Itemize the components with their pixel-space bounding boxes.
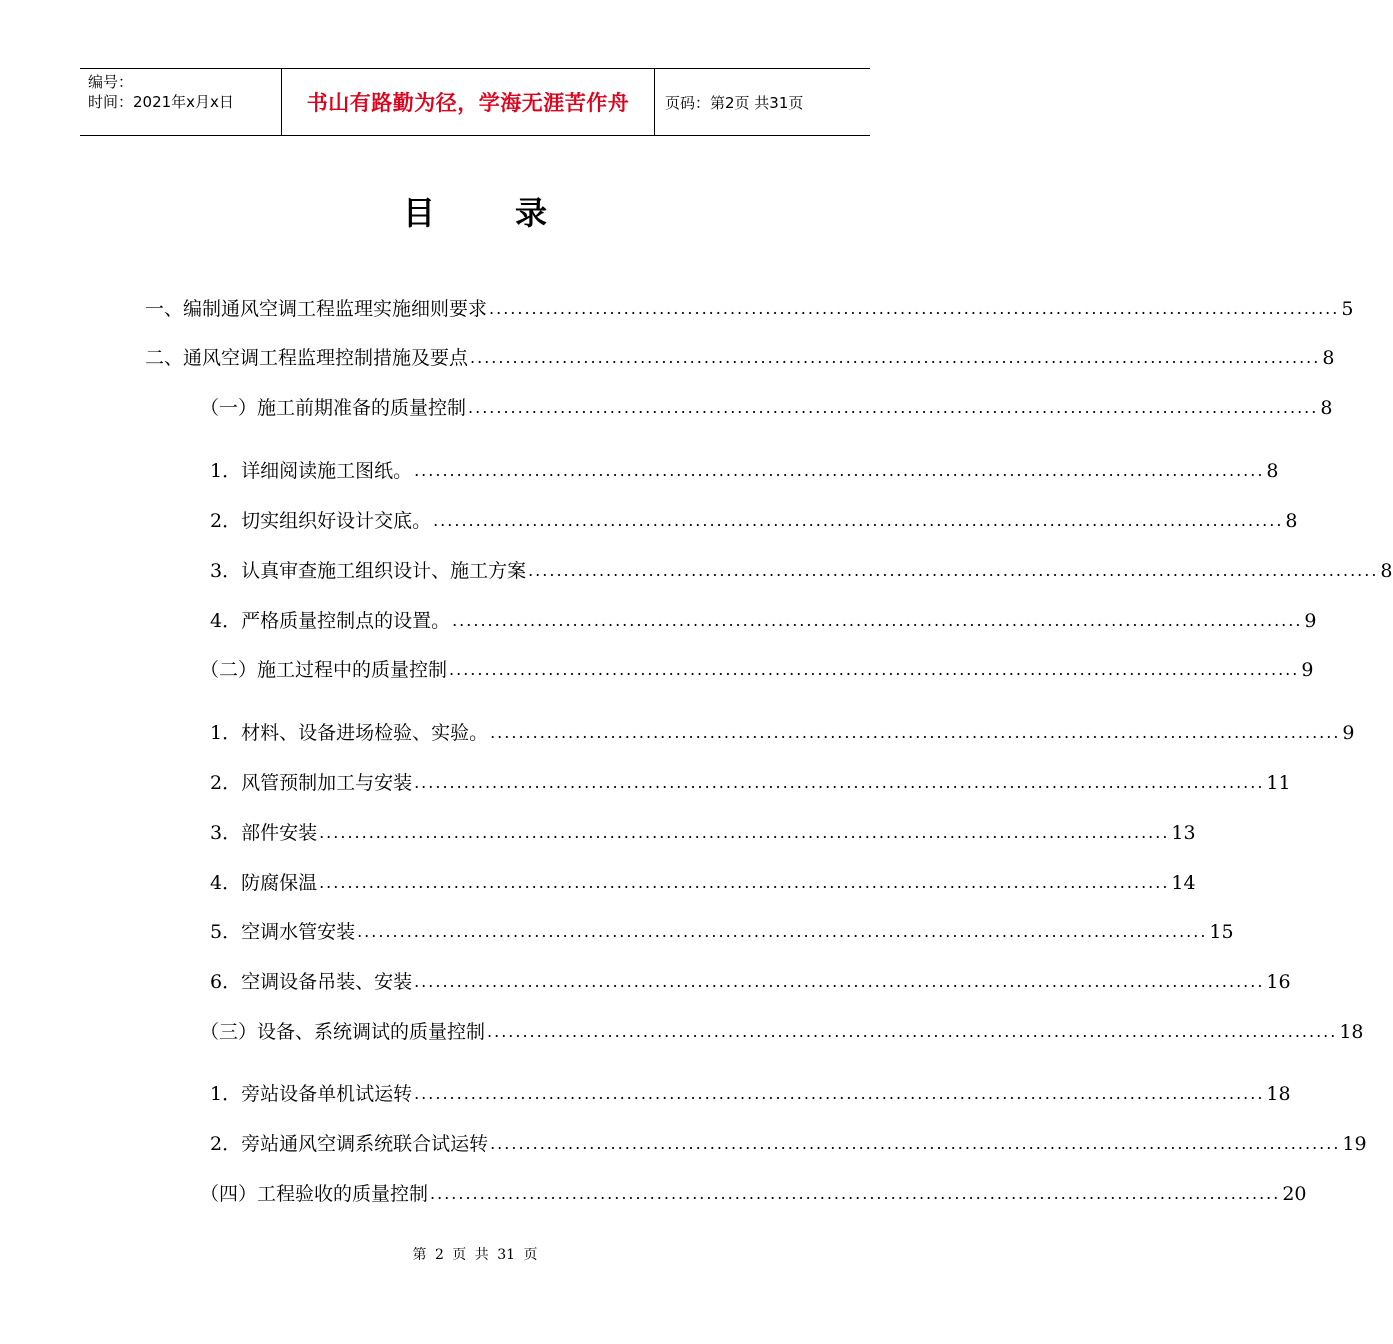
toc-leader-dots: ........................................................................................................................ [430,1184,1281,1203]
toc-leader-dots: ........................................................................................................................ [414,773,1265,792]
toc-leader-dots: ........................................................................................................................ [414,1084,1265,1103]
toc-entry-page: 8 [1320,397,1333,419]
toc-entry-page: 8 [1266,460,1279,482]
toc-entry-label: （二）施工过程中的质量控制 [200,659,448,681]
toc-leader-dots: ........................................................................................................................ [414,972,1265,991]
toc-leader-dots: ........................................................................................................................ [319,823,1170,842]
header-meta [80,69,281,135]
toc-entry[interactable] [210,1131,1367,1157]
toc-entry[interactable] [145,296,1354,322]
document-number-label: 编号： [88,73,134,91]
toc-entry-label: （一）施工前期准备的质量控制 [200,397,467,419]
header-page-info: 页码：第2页 共31页 [665,93,804,112]
toc-entry[interactable] [200,1181,1307,1207]
toc-entry-page: 8 [1285,510,1298,532]
toc-entry-label: 2．风管预制加工与安装 [210,772,413,794]
toc-entry-page: 8 [1322,347,1335,369]
toc-entry[interactable] [210,720,1355,746]
toc-leader-dots: ........................................................................................................................ [470,348,1321,367]
toc-entry-page: 9 [1304,610,1317,632]
toc-entry-page: 16 [1266,971,1291,993]
toc-entry-label: （四）工程验收的质量控制 [200,1183,429,1205]
toc-entry[interactable] [210,820,1196,846]
toc-entry-label: 二、通风空调工程监理控制措施及要点 [145,347,469,369]
header-motto: 书山有路勤为径，学海无涯苦作舟 [281,69,655,135]
toc-entry[interactable] [210,608,1317,634]
toc-entry-label: 3．部件安装 [210,822,318,844]
page-header [80,68,870,136]
toc-leader-dots: ........................................................................................................................ [490,723,1341,742]
toc-entry-label: 2．切实组织好设计交底。 [210,510,432,532]
toc-leader-dots: ........................................................................................................................ [433,511,1284,530]
toc-entry[interactable] [210,770,1291,796]
toc-entry-label: （三）设备、系统调试的质量控制 [200,1021,486,1043]
toc-entry-page: 18 [1266,1083,1291,1105]
toc-entry[interactable] [200,1019,1364,1045]
toc-leader-dots: ........................................................................................................................ [489,299,1340,318]
toc-entry[interactable] [210,508,1298,534]
toc-entry-page: 5 [1341,298,1354,320]
toc-entry-page: 11 [1266,772,1291,794]
toc-leader-dots: ........................................................................................................................ [357,922,1208,941]
document-time-label: 时间：2021年x月x日 [88,93,234,111]
page-title: 目录 [402,194,627,232]
toc-leader-dots: ........................................................................................................................ [319,873,1170,892]
toc-entry-label: 5．空调水管安装 [210,921,356,943]
toc-entry-page: 13 [1171,822,1196,844]
toc-entry[interactable] [200,395,1333,421]
toc-leader-dots: ........................................................................................................................ [468,398,1319,417]
toc-entry[interactable] [210,870,1196,896]
toc-entry-page: 19 [1342,1133,1367,1155]
toc-entry[interactable] [200,657,1314,683]
toc-entry-label: 1．材料、设备进场检验、实验。 [210,722,489,744]
toc-entry-page: 9 [1301,659,1314,681]
toc-leader-dots: ........................................................................................................................ [449,660,1300,679]
toc-entry-label: 4．严格质量控制点的设置。 [210,610,451,632]
toc-entry-label: 一、编制通风空调工程监理实施细则要求 [145,298,488,320]
toc-entry-label: 2．旁站通风空调系统联合试运转 [210,1133,489,1155]
toc-entry-label: 4．防腐保温 [210,872,318,894]
toc-entry[interactable] [210,919,1234,945]
toc-entry[interactable] [145,345,1335,371]
toc-entry-page: 8 [1380,560,1393,582]
toc-leader-dots: ........................................................................................................................ [414,461,1265,480]
toc-leader-dots: ........................................................................................................................ [490,1134,1341,1153]
toc-leader-dots: ........................................................................................................................ [452,611,1303,630]
toc-entry-label: 1．旁站设备单机试运转 [210,1083,413,1105]
toc-entry[interactable] [210,1081,1291,1107]
toc-entry[interactable] [210,558,1393,584]
toc-entry-label: 3．认真审查施工组织设计、施工方案 [210,560,527,582]
toc-entry-page: 18 [1339,1021,1364,1043]
page-footer: 第 2 页 共 31 页 [412,1247,538,1263]
toc-entry-label: 6．空调设备吊装、安装 [210,971,413,993]
toc-leader-dots: ........................................................................................................................ [487,1022,1338,1041]
toc-entry[interactable] [210,969,1291,995]
toc-entry-page: 9 [1342,722,1355,744]
toc-entry[interactable] [210,458,1279,484]
toc-leader-dots: ........................................................................................................................ [528,561,1379,580]
toc-entry-page: 14 [1171,872,1196,894]
toc-entry-page: 20 [1282,1183,1307,1205]
toc-entry-page: 15 [1209,921,1234,943]
toc-entry-label: 1．详细阅读施工图纸。 [210,460,413,482]
